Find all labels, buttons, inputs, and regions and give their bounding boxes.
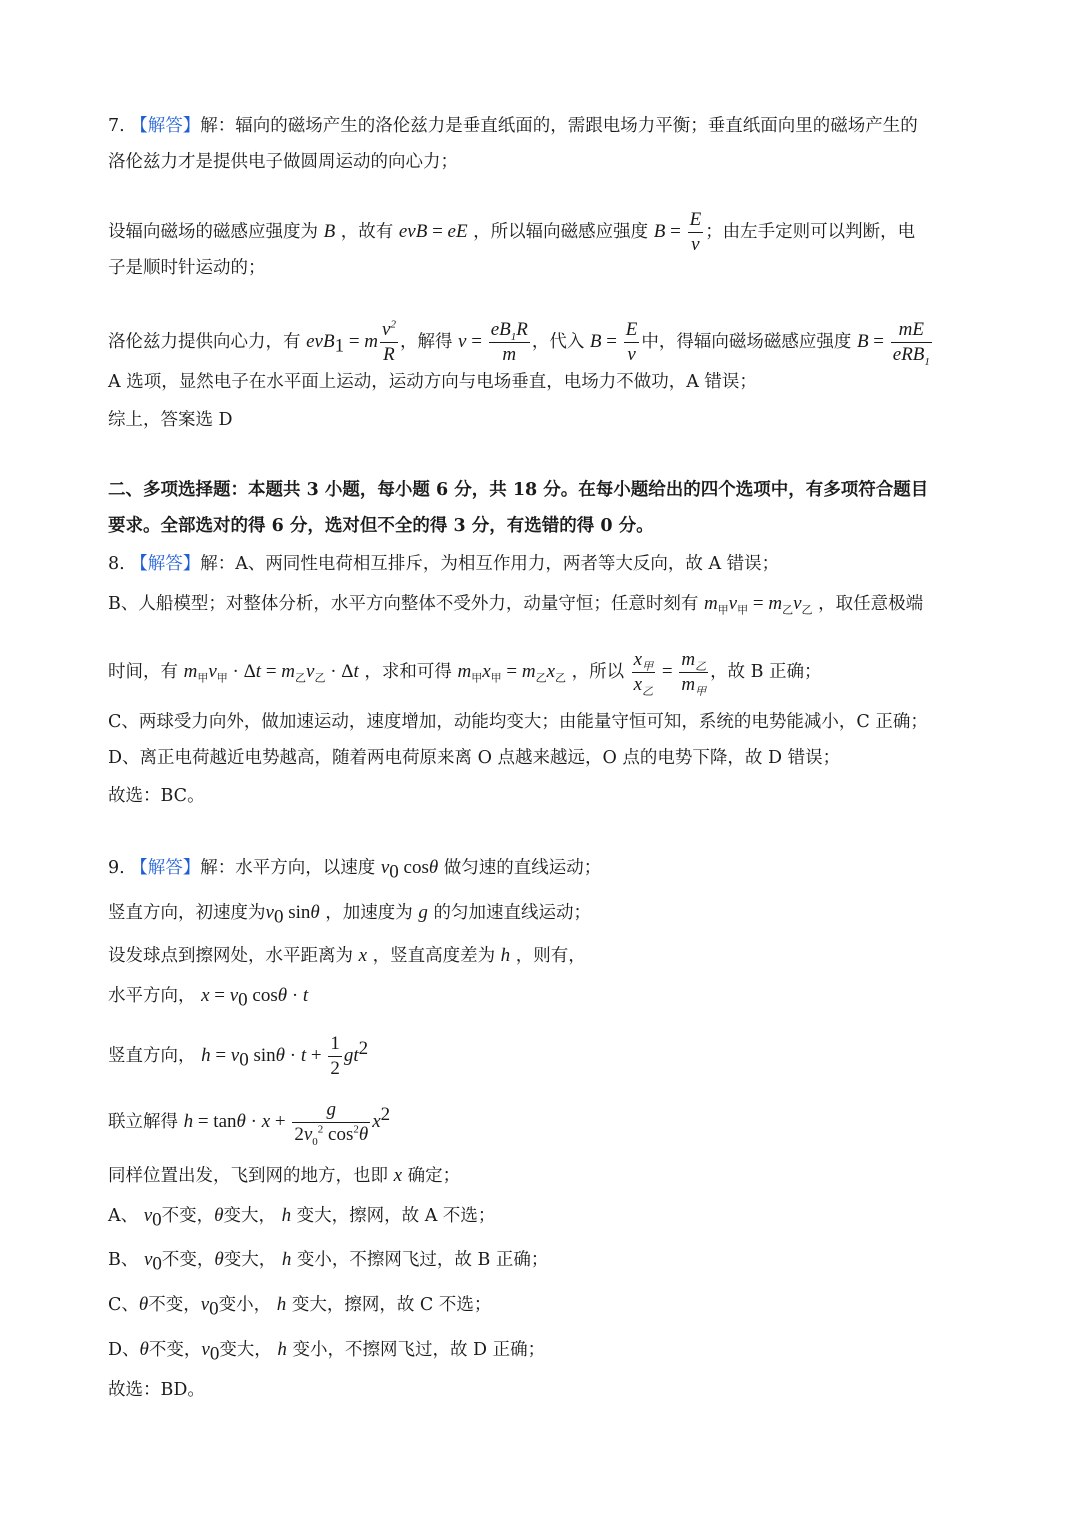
q7-line-1: 7. 【解答】解：辐向的磁场产生的洛伦兹力是垂直纸面的，需跟电场力平衡；垂直纸面向里的磁场产生的 xyxy=(108,116,918,136)
q7-conclusion: 综上，答案选 D xyxy=(108,410,233,430)
q7-line-2: 洛伦兹力才是提供电子做圆周运动的向心力； xyxy=(108,152,458,172)
q9-line-2: 竖直方向，初速度为$v_0$ sinθ ，加速度为 g 的匀加速直线运动； xyxy=(108,902,591,928)
q9-line-7: 同样位置出发，飞到网的地方，也即 x 确定； xyxy=(108,1165,461,1186)
q7-line-6: A 选项，显然电子在水平面上运动，运动方向与电场垂直，电场力不做功，A 错误； xyxy=(108,372,757,392)
q8-conclusion: 故选：BC。 xyxy=(108,786,205,806)
formula-g-over-denominator: $\frac{g}{2v_0^2 \cos^2\theta}$ xyxy=(294,1099,369,1148)
q7-line-5: 洛伦兹力提供向心力，有 evB$_1$ = m $\frac{v^2}{R}$ ，解得 v = $\frac{eB_1R}{m}$ ，代入 B = $\frac{E}{v}$ 中，得辐向磁场磁感应强度 B = $\frac{mE}{eRB_1}$ xyxy=(108,318,930,368)
q9-line-4: 水平方向， $x = v_0$ cosθ · t xyxy=(108,985,309,1011)
q9-number: 9. xyxy=(108,858,125,878)
q7-number: 7. xyxy=(108,116,125,136)
q8-line-5: D、离正电荷越近电势越高，随着两电荷原来离 O 点越来越远，O 点的电势下降，故 D 错误； xyxy=(108,748,841,768)
q9-option-b: B、 $v_0$不变，θ变大， h 变小，不擦网飞过，故 B 正确； xyxy=(108,1249,549,1275)
formula-e-over-v: $\frac{E}{v}$ xyxy=(689,209,702,255)
q7-answer-tag: 【解答】 xyxy=(130,116,201,136)
q9-line-5: 竖直方向， $h = v_0$ sinθ · t + $\frac{1}{2}$ $gt^2$ xyxy=(108,1033,369,1079)
formula-x-ratio: $\frac{x_甲}{x_乙}$ xyxy=(633,649,654,698)
q9-line-6: 联立解得 h = tanθ · x + $\frac{g}{2v_0^2 \cos^2\theta}$ $x^2$ xyxy=(108,1099,391,1148)
formula-eb1r-over-m: $\frac{eB_1R}{m}$ xyxy=(490,319,528,365)
q9-option-a: A、 $v_0$不变，θ变大， h 变大，擦网，故 A 不选； xyxy=(108,1205,496,1231)
formula-one-half: $\frac{1}{2}$ xyxy=(330,1033,340,1079)
q9-conclusion: 故选：BD。 xyxy=(108,1380,205,1400)
q8-number: 8. xyxy=(108,554,125,574)
formula-v2-over-r: $\frac{v^2}{R}$ xyxy=(382,318,396,365)
q7-line-4: 子是顺时针运动的； xyxy=(108,258,266,278)
formula-m-ratio: $\frac{m_乙}{m_甲}$ xyxy=(681,649,707,698)
q9-answer-tag: 【解答】 xyxy=(130,858,201,878)
q9-option-c: C、θ不变，$v_0$变小， h 变大，擦网，故 C 不选； xyxy=(108,1294,492,1320)
section2-heading-2: 要求。全部选对的得 6 分，选对但不全的得 3 分，有选错的得 0 分。 xyxy=(108,516,654,536)
q8-answer-tag: 【解答】 xyxy=(130,554,201,574)
formula-me-over-erb1: $\frac{mE}{eRB_1}$ xyxy=(892,319,930,368)
q8-line-1: 8. 【解答】解：A、两同性电荷相互排斥，为相互作用力，两者等大反向，故 A 错误； xyxy=(108,554,780,574)
q9-line-3: 设发球点到擦网处，水平距离为 x ，竖直高度差为 h ，则有， xyxy=(108,945,586,966)
q9-line-1: 9. 【解答】解：水平方向，以速度 $v_0$ cosθ 做匀速的直线运动； xyxy=(108,857,602,883)
q9-option-d: D、θ不变，$v_0$变大， h 变小，不擦网飞过，故 D 正确； xyxy=(108,1339,546,1365)
q8-line-2: B、人船模型；对整体分析，水平方向整体不受外力，动量守恒；任意时刻有 $m_甲v_甲 = m_乙v_乙$ ，取任意极端 xyxy=(108,593,924,617)
section2-heading-1: 二、多项选择题：本题共 3 小题，每小题 6 分，共 18 分。在每小题给出的四个选项中，有多项符合题目 xyxy=(108,480,929,500)
q8-line-3: 时间，有 $m_甲v_甲 \cdot \Delta t = m_乙v_乙 \cdot \Delta t$ ，求和可得 $m_甲x_甲 = m_乙x_乙$ ，所以 $\frac{x_甲}{x_乙}$ = $\frac{m_乙}{m_甲}$ ，故 B 正确； xyxy=(108,649,822,698)
q7-line-3: 设辐向磁场的磁感应强度为 B ，故有 evB = eE ，所以辐向磁感应强度 B = $\frac{E}{v}$ ；由左手定则可以判断，电 xyxy=(108,209,916,255)
q8-line-4: C、两球受力向外，做加速运动，速度增加，动能均变大；由能量守恒可知，系统的电势能减小，C 正确； xyxy=(108,712,928,732)
